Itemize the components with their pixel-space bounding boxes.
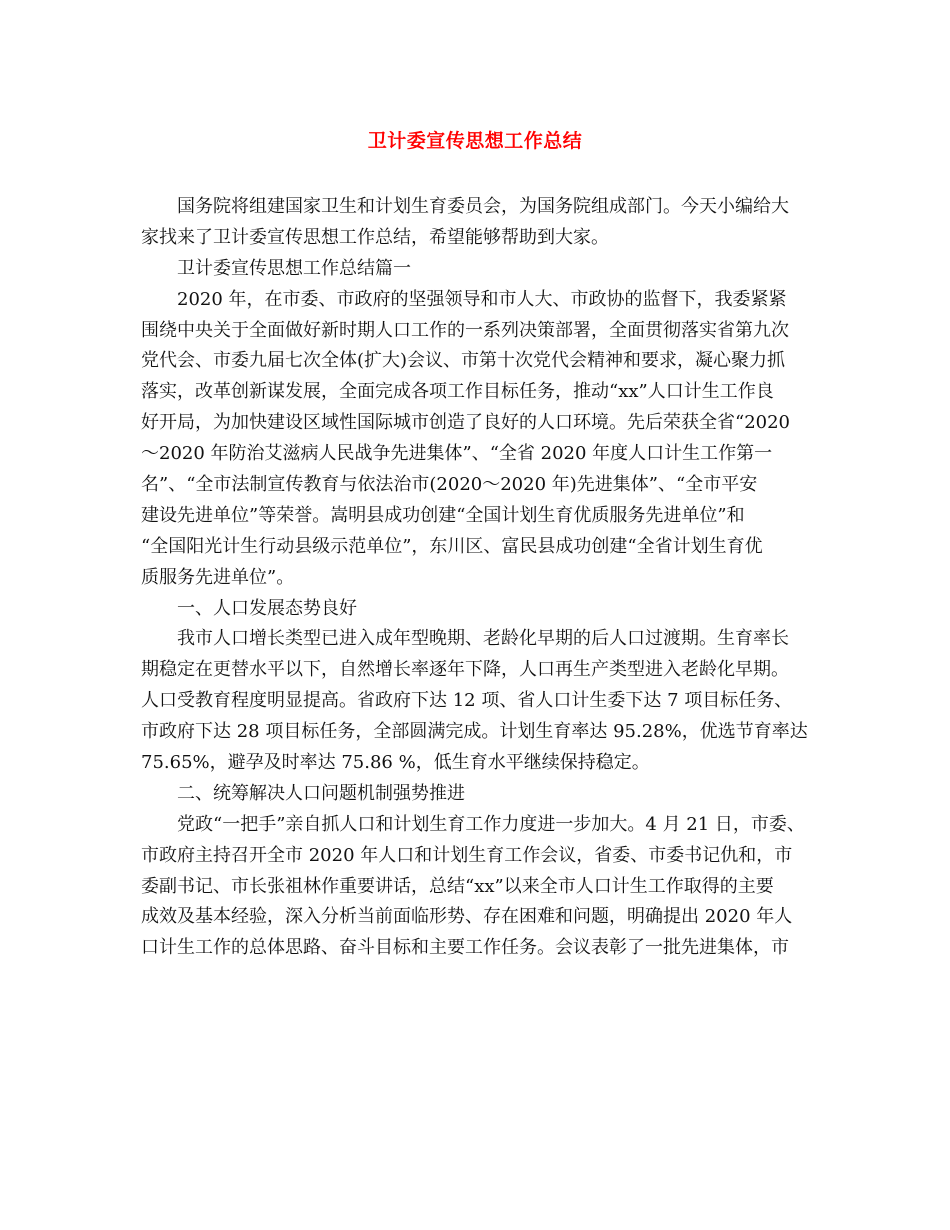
text-line: 国务院将组建国家卫生和计划生育委员会，为国务院组成部门。今天小编给大 [177,196,789,217]
text-line: 市政府主持召开全市 2020 年人口和计划生育工作会议，省委、市委书记仇和，市 [141,844,793,866]
text-line: 期稳定在更替水平以下，自然增长率逐年下降，人口再生产类型进入老龄化早期。 [141,659,789,681]
text-line: 党政“一把手”亲自抓人口和计划生育工作力度进一步加大。4 月 21 日，市委、 [177,813,805,835]
text-line: ～2020 年防治艾滋病人民战争先进集体”、“全省 2020 年度人口计生工作第一 [141,443,773,465]
text-line: 我市人口增长类型已进入成年型晚期、老龄化早期的后人口过渡期。生育率长 [177,628,789,650]
text-line: 质服务先进单位”。 [141,566,295,588]
text-line: “全国阳光计生行动县级示范单位”，东川区、富民县成功创建“全省计划生育优 [141,535,763,557]
text-line: 卫计委宣传思想工作总结篇一 [177,257,411,279]
text-line: 委副书记、市长张祖林作重要讲话，总结“xx”以来全市人口计生工作取得的主要 [141,875,774,897]
text-line: 落实，改革创新谋发展，全面完成各项工作目标任务，推动“xx”人口计生工作良 [141,381,774,403]
text-line: 建设先进单位”等荣誉。嵩明县成功创建“全国计划生育优质服务先进单位”和 [141,504,745,526]
text-line: 家找来了卫计委宣传思想工作总结，希望能够帮助到大家。 [141,226,609,248]
text-line: 二、统筹解决人口问题机制强势推进 [177,782,465,804]
text-line: 成效及基本经验，深入分析当前面临形势、存在困难和问题，明确提出 2020 年人 [141,906,793,928]
text-line: 市政府下达 28 项目标任务，全部圆满完成。计划生育率达 95.28%，优选节育率达 [141,721,808,743]
text-line: 名”、“全市法制宣传教育与依法治市(2020～2020 年)先进集体”、“全市平安 [141,474,758,496]
text-line: 一、人口发展态势良好 [177,597,357,619]
document-body [141,192,831,964]
text-line: 口计生工作的总体思路、奋斗目标和主要工作任务。会议表彰了一批先进集体，市 [141,937,789,959]
text-line: 人口受教育程度明显提高。省政府下达 12 项、省人口计生委下达 7 项目标任务、 [141,690,793,712]
text-line: 党代会、市委九届七次全体(扩大)会议、市第十次党代会精神和要求，凝心聚力抓 [141,350,786,372]
document-title: 卫计委宣传思想工作总结 [367,130,583,152]
text-line: 75.65%，避孕及时率达 75.86 %，低生育水平继续保持稳定。 [141,752,650,774]
text-line: 2020 年，在市委、市政府的坚强领导和市人大、市政协的监督下，我委紧紧 [177,288,787,310]
text-line: 好开局，为加快建设区域性国际城市创造了良好的人口环境。先后荣获全省“2020 [141,412,791,434]
text-line: 围绕中央关于全面做好新时期人口工作的一系列决策部署，全面贯彻落实省第九次 [141,319,789,341]
